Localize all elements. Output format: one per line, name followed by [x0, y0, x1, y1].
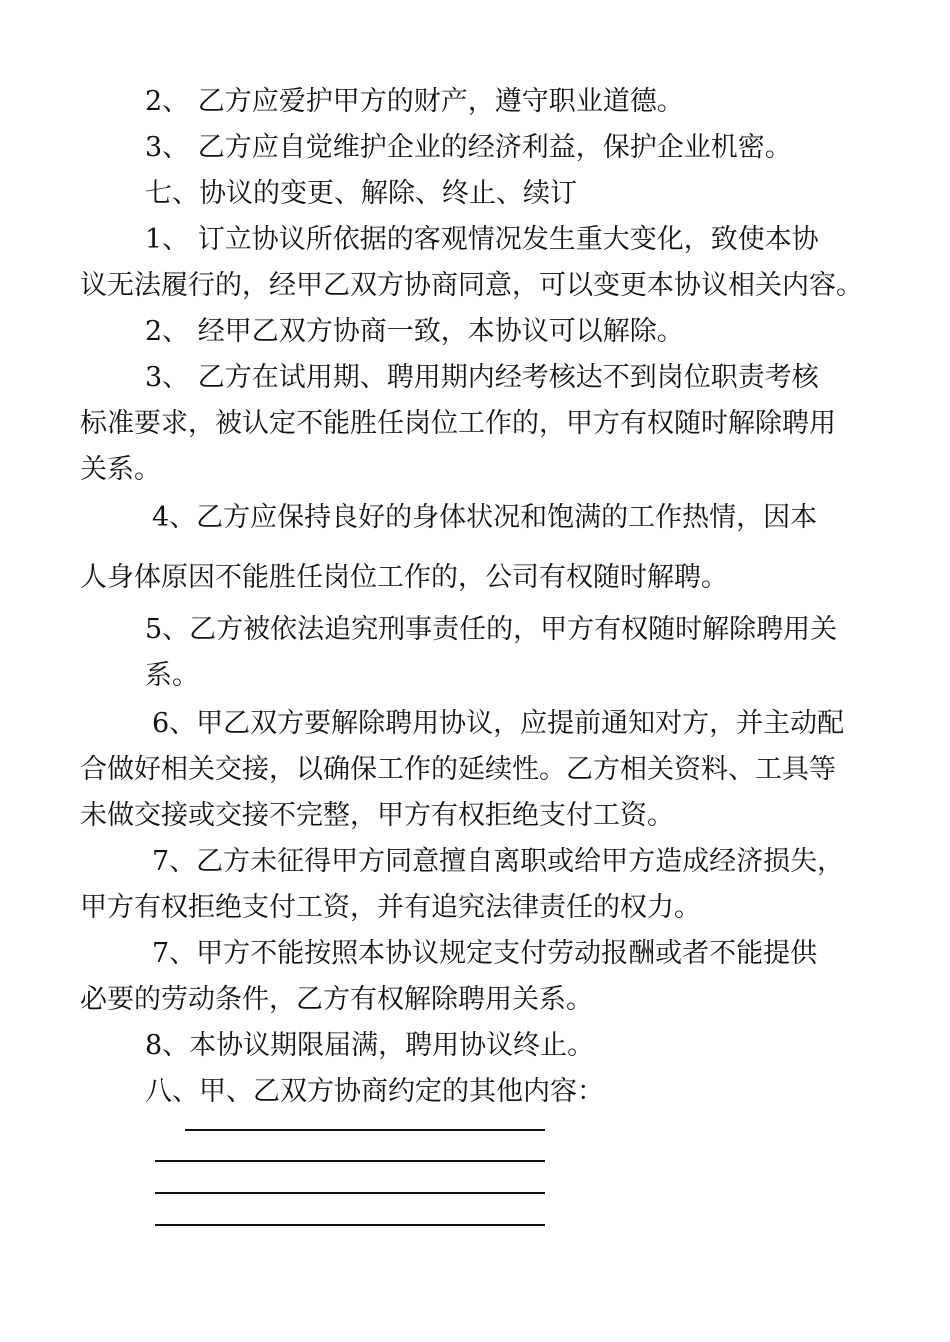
text-line: 人身体原因不能胜任岗位工作的，公司有权随时解聘。 [80, 562, 728, 593]
text-line: 3、 乙方在试用期、聘用期内经考核达不到岗位职责考核 [145, 362, 819, 393]
section-heading: 八、甲、乙双方协商约定的其他内容： [145, 1076, 604, 1107]
text-line: 系。 [145, 660, 199, 691]
text-line: 4、乙方应保持良好的身体状况和饱满的工作热情，因本 [152, 502, 818, 533]
text-line: 5、乙方被依法追究刑事责任的，甲方有权随时解除聘用关 [145, 614, 838, 645]
text-line: 2、 经甲乙双方协商一致，本协议可以解除。 [145, 316, 684, 347]
text-line: 标准要求，被认定不能胜任岗位工作的，甲方有权随时解除聘用 [80, 408, 836, 439]
text-line: 2、 乙方应爱护甲方的财产，遵守职业道德。 [145, 86, 684, 117]
text-line: 合做好相关交接，以确保工作的延续性。乙方相关资料、工具等 [80, 754, 836, 785]
text-line: 8、本协议期限届满，聘用协议终止。 [145, 1030, 595, 1061]
text-line: 甲方有权拒绝支付工资，并有追究法律责任的权力。 [80, 892, 701, 923]
text-line: 7、乙方未征得甲方同意擅自离职或给甲方造成经济损失， [152, 846, 845, 877]
blank-fill-line [185, 1129, 545, 1131]
text-line: 3、 乙方应自觉维护企业的经济利益，保护企业机密。 [145, 132, 792, 163]
text-line: 关系。 [80, 454, 161, 485]
section-heading: 七、协议的变更、解除、终止、续订 [145, 178, 577, 209]
text-line: 未做交接或交接不完整，甲方有权拒绝支付工资。 [80, 800, 674, 831]
blank-fill-line [155, 1160, 545, 1162]
blank-fill-line [155, 1192, 545, 1194]
text-line: 1、 订立协议所依据的客观情况发生重大变化，致使本协 [145, 224, 819, 255]
text-line: 6、甲乙双方要解除聘用协议，应提前通知对方，并主动配 [152, 708, 845, 739]
blank-fill-line [155, 1224, 545, 1226]
text-line: 必要的劳动条件，乙方有权解除聘用关系。 [80, 984, 593, 1015]
text-line: 议无法履行的，经甲乙双方协商同意，可以变更本协议相关内容。 [80, 270, 863, 301]
text-line: 7、甲方不能按照本协议规定支付劳动报酬或者不能提供 [152, 938, 818, 969]
